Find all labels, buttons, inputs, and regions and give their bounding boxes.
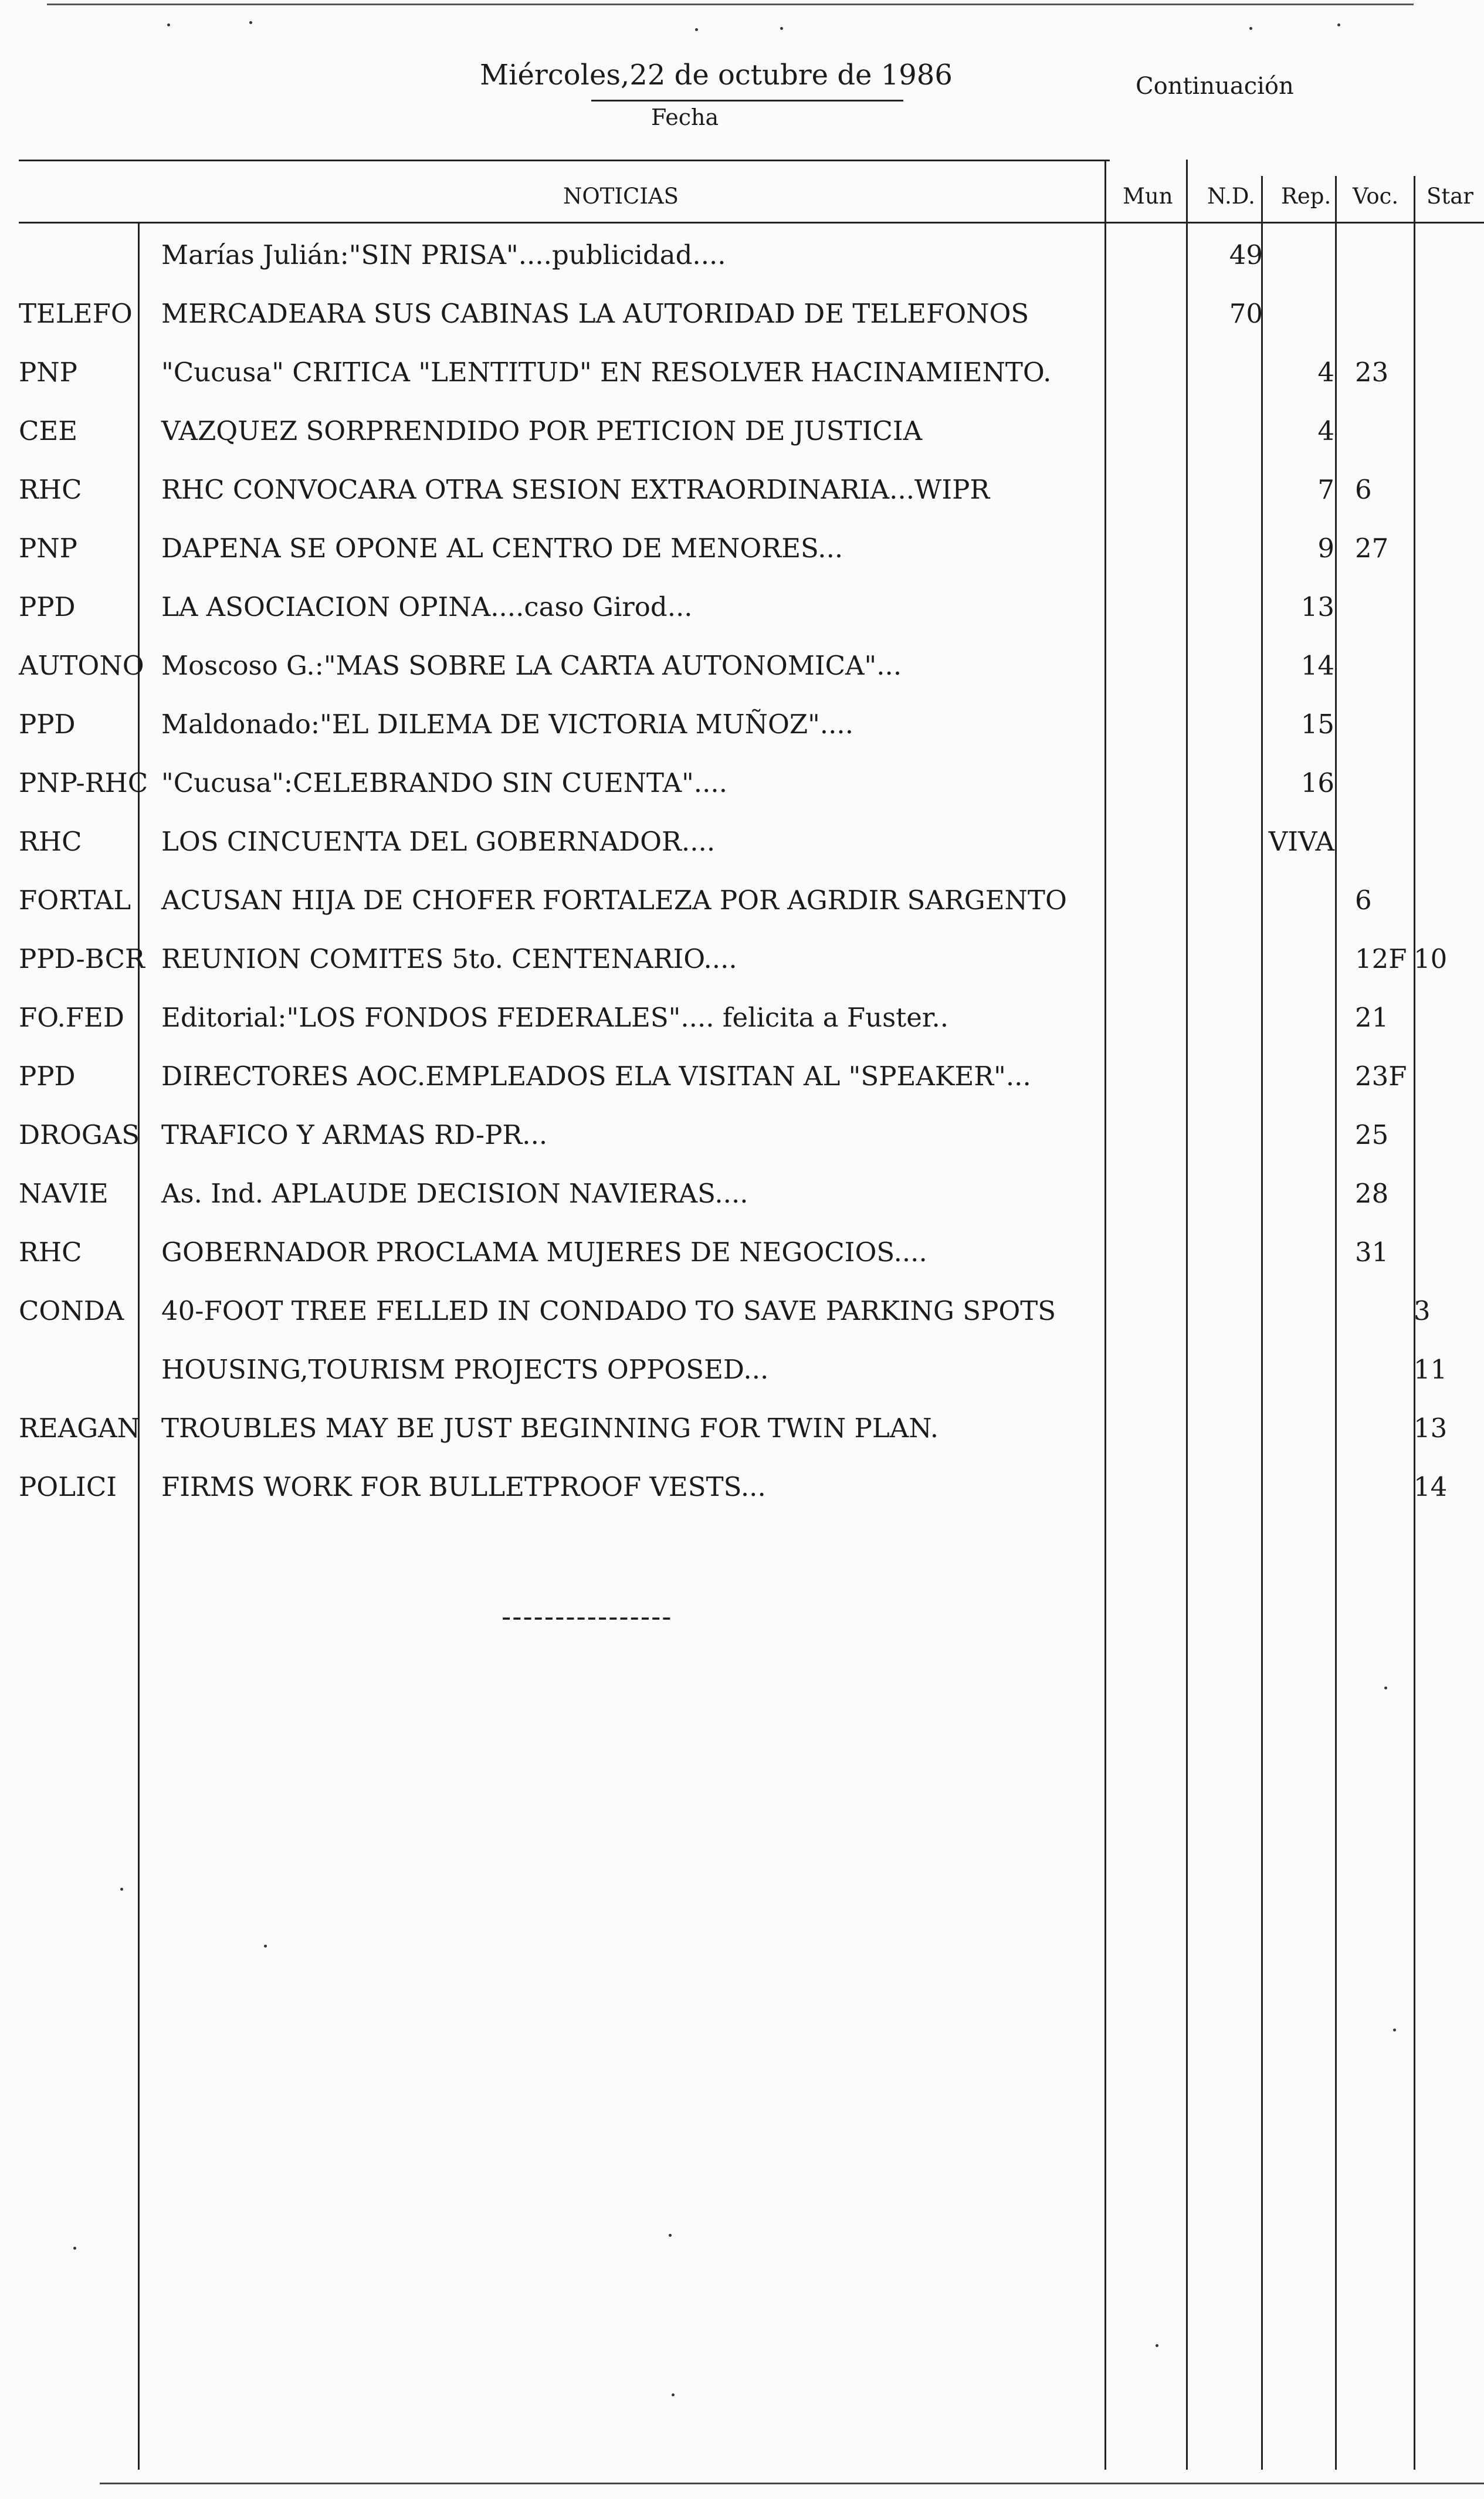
row-headline: As. Ind. APLAUDE DECISION NAVIERAS.... (161, 1178, 748, 1209)
row-voc-page: 23F (1355, 1061, 1407, 1092)
row-category: AUTONO (19, 650, 144, 681)
scan-speck (73, 2247, 76, 2250)
row-headline: Editorial:"LOS FONDOS FEDERALES".... felicita a Fuster.. (161, 1002, 949, 1033)
row-category: FO.FED (19, 1002, 124, 1033)
column-header-mun: Mun (1123, 184, 1173, 209)
table-row (0, 1287, 1484, 1346)
column-header-nd: N.D. (1207, 184, 1255, 209)
row-headline: FIRMS WORK FOR BULLETPROOF VESTS... (161, 1471, 766, 1502)
column-header-star: Star (1427, 184, 1473, 209)
row-headline: "Cucusa":CELEBRANDO SIN CUENTA".... (161, 767, 728, 798)
table-row (0, 876, 1484, 935)
table-row (0, 583, 1484, 642)
scan-speck (167, 23, 170, 26)
row-category: PPD (19, 1061, 76, 1092)
row-category: PPD-BCR (19, 943, 145, 974)
row-voc-page: 23 (1355, 357, 1389, 388)
scan-speck (249, 21, 252, 24)
row-rep-page: 16 (1300, 767, 1334, 798)
table-row (0, 348, 1484, 407)
table-row (0, 759, 1484, 818)
table-header-rule (19, 222, 1484, 224)
continuation-label: Continuación (1136, 73, 1294, 100)
scan-speck (120, 1888, 123, 1891)
scan-speck (1337, 23, 1340, 26)
scan-speck (1156, 2344, 1158, 2347)
row-star-page: 11 (1414, 1354, 1448, 1385)
row-category: TELEFO (19, 298, 133, 329)
table-row (0, 524, 1484, 583)
table-row (0, 1228, 1484, 1287)
column-header-news: NOTICIAS (563, 184, 679, 209)
row-headline: ACUSAN HIJA DE CHOFER FORTALEZA POR AGRDIR SARGENTO (161, 885, 1067, 916)
scan-speck (780, 27, 783, 30)
row-category: FORTAL (19, 885, 131, 916)
row-rep-page: 7 (1317, 474, 1334, 505)
row-category: RHC (19, 474, 82, 505)
table-top-rule (19, 160, 1110, 161)
row-rep-page: 14 (1300, 650, 1334, 681)
row-category: PPD (19, 591, 76, 622)
end-separator: ---------------- (502, 1600, 673, 1633)
row-rep-page: 4 (1317, 415, 1334, 446)
table-row (0, 1346, 1484, 1404)
row-voc-page: 6 (1355, 885, 1372, 916)
table-row (0, 1111, 1484, 1170)
table-row (0, 1463, 1484, 1522)
row-headline: GOBERNADOR PROCLAMA MUJERES DE NEGOCIOS.... (161, 1237, 927, 1268)
row-headline: Maldonado:"EL DILEMA DE VICTORIA MUÑOZ".... (161, 709, 854, 740)
row-category: CONDA (19, 1295, 124, 1326)
row-category: DROGAS (19, 1119, 140, 1150)
row-star-page: 10 (1414, 943, 1448, 974)
row-headline: MERCADEARA SUS CABINAS LA AUTORIDAD DE TELEFONOS (161, 298, 1029, 329)
row-headline: Marías Julián:"SIN PRISA"....publicidad.... (161, 239, 726, 270)
row-headline: 40-FOOT TREE FELLED IN CONDADO TO SAVE PARKING SPOTS (161, 1295, 1056, 1326)
table-row (0, 994, 1484, 1052)
table-row (0, 642, 1484, 700)
top-edge-line (47, 4, 1414, 5)
table-row (0, 290, 1484, 348)
scan-speck (264, 1945, 267, 1948)
row-rep-page: 13 (1300, 591, 1334, 622)
row-category: POLICI (19, 1471, 117, 1502)
row-rep-page: 4 (1317, 357, 1334, 388)
row-rep-page: 9 (1317, 533, 1334, 564)
column-header-rep: Rep. (1281, 184, 1331, 209)
table-row (0, 818, 1484, 876)
column-header-voc: Voc. (1353, 184, 1399, 209)
row-headline: VAZQUEZ SORPRENDIDO POR PETICION DE JUSTICIA (161, 415, 923, 446)
row-headline: "Cucusa" CRITICA "LENTITUD" EN RESOLVER HACINAMIENTO. (161, 357, 1052, 388)
scan-speck (669, 2234, 672, 2237)
row-voc-page: 28 (1355, 1178, 1389, 1209)
row-headline: TROUBLES MAY BE JUST BEGINNING FOR TWIN PLAN. (161, 1413, 939, 1444)
row-voc-page: 25 (1355, 1119, 1389, 1150)
row-rep-page: VIVA (1268, 826, 1334, 857)
table-row (0, 407, 1484, 466)
row-voc-page: 6 (1355, 474, 1372, 505)
row-star-page: 3 (1414, 1295, 1431, 1326)
row-headline: REUNION COMITES 5to. CENTENARIO.... (161, 943, 737, 974)
row-nd-page: 49 (1229, 239, 1263, 270)
row-voc-page: 27 (1355, 533, 1389, 564)
table-row (0, 466, 1484, 524)
row-category: PNP-RHC (19, 767, 148, 798)
row-nd-page: 70 (1229, 298, 1263, 329)
row-category: PNP (19, 357, 77, 388)
row-headline: Moscoso G.:"MAS SOBRE LA CARTA AUTONOMICA"... (161, 650, 902, 681)
row-headline: HOUSING,TOURISM PROJECTS OPPOSED... (161, 1354, 769, 1385)
row-star-page: 14 (1414, 1471, 1448, 1502)
table-row (0, 231, 1484, 290)
table-row (0, 1404, 1484, 1463)
date-label: Fecha (651, 104, 719, 130)
row-star-page: 13 (1414, 1413, 1448, 1444)
row-headline: LOS CINCUENTA DEL GOBERNADOR.... (161, 826, 716, 857)
date-underline (591, 100, 903, 101)
scan-speck (1249, 27, 1252, 30)
row-voc-page: 21 (1355, 1002, 1389, 1033)
scan-speck (695, 28, 698, 31)
row-voc-page: 31 (1355, 1237, 1389, 1268)
row-headline: RHC CONVOCARA OTRA SESION EXTRAORDINARIA...WIPR (161, 474, 990, 505)
table-row (0, 1170, 1484, 1228)
scan-speck (1393, 2029, 1396, 2031)
row-category: RHC (19, 826, 82, 857)
scan-speck (672, 2393, 675, 2396)
row-headline: DAPENA SE OPONE AL CENTRO DE MENORES... (161, 533, 843, 564)
row-headline: TRAFICO Y ARMAS RD-PR... (161, 1119, 548, 1150)
table-row (0, 935, 1484, 994)
row-voc-page: 12F (1355, 943, 1407, 974)
row-category: PPD (19, 709, 76, 740)
table-row (0, 1052, 1484, 1111)
row-category: RHC (19, 1237, 82, 1268)
row-category: PNP (19, 533, 77, 564)
row-category: REAGAN (19, 1413, 141, 1444)
row-headline: DIRECTORES AOC.EMPLEADOS ELA VISITAN AL "SPEAKER"... (161, 1061, 1031, 1092)
bottom-edge-line (100, 2483, 1484, 2484)
scan-speck (1384, 1687, 1387, 1689)
row-category: CEE (19, 415, 78, 446)
table-row (0, 700, 1484, 759)
row-rep-page: 15 (1300, 709, 1334, 740)
row-category: NAVIE (19, 1178, 109, 1209)
row-headline: LA ASOCIACION OPINA....caso Girod... (161, 591, 693, 622)
page-date: Miércoles,22 de octubre de 1986 (480, 59, 953, 92)
